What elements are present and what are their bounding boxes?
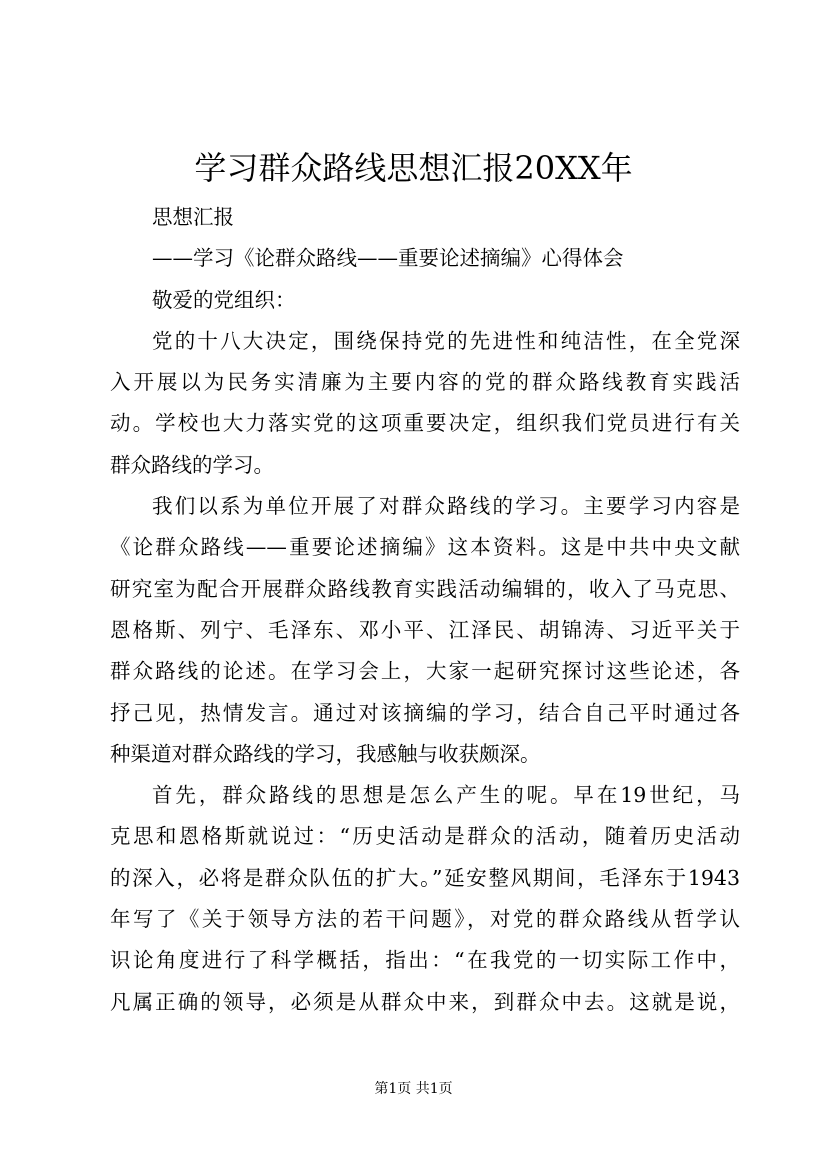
body-line: 我们以系为单位开展了对群众路线的学习。主要学习内容是 [152,494,740,519]
body-line: 恩格斯、列宁、毛泽东、邓小平、江泽民、胡锦涛、习近平关于 [110,617,740,642]
body-line: 抒己见，热情发言。通过对该摘编的学习，结合自己平时通过各 [110,700,740,725]
body-line: 凡属正确的领导，必须是从群众中来，到群众中去。这就是说， [110,989,740,1014]
body-line: 群众路线的学习。 [110,452,274,477]
body-line: 识论角度进行了科学概括，指出：“在我党的一切实际工作中， [110,948,740,973]
body-line: 年写了《关于领导方法的若干问题》，对党的群众路线从哲学认 [110,907,740,932]
document-title: 学习群众路线思想汇报20XX年 [194,149,633,187]
body-line: 研究室为配合开展群众路线教育实践活动编辑的，收入了马克思、 [110,576,740,601]
body-line: 《论群众路线——重要论述摘编》这本资料。这是中共中央文献 [110,535,740,560]
body-line: 首先，群众路线的思想是怎么产生的呢。早在19世纪，马 [152,783,740,808]
body-line: ——学习《论群众路线——重要论述摘编》心得体会 [152,246,624,271]
body-line: 党的十八大决定，围绕保持党的先进性和纯洁性，在全党深 [152,328,740,353]
body-line: 思想汇报 [152,205,234,229]
document-body [110,197,740,1023]
body-line: 种渠道对群众路线的学习，我感触与收获颇深。 [110,741,541,766]
body-line: 敬爱的党组织： [152,287,296,312]
page-number-footer: 第1页 共1页 [374,1081,453,1097]
body-line: 群众路线的论述。在学习会上，大家一起研究探讨这些论述，各 [110,659,740,684]
body-line: 克思和恩格斯就说过：“历史活动是群众的活动，随着历史活动 [110,824,740,849]
body-line: 入开展以为民务实清廉为主要内容的党的群众路线教育实践活 [110,370,740,395]
body-line: 的深入，必将是群众队伍的扩大。”延安整风期间，毛泽东于1943 [110,865,740,890]
body-line: 动。学校也大力落实党的这项重要决定，组织我们党员进行有关 [110,411,740,436]
